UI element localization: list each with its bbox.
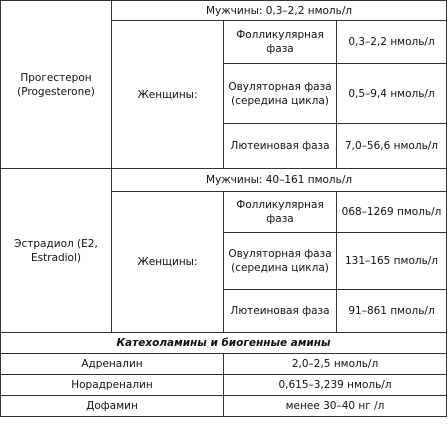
dopamine-name: Дофамин [1, 396, 224, 417]
progesterone-value-luteal: 7,0–56,6 нмоль/л [337, 124, 447, 169]
catecholamines-section-title: Катехоламины и биогенные амины [1, 333, 447, 354]
progesterone-men-row [1, 1, 447, 21]
catecholamines-section-row [1, 333, 447, 354]
progesterone-women-label: Женщины: [112, 21, 224, 169]
progesterone-value-ovulatory: 0,5–9,4 нмоль/л [337, 64, 447, 124]
dopamine-value: менее 30–40 нг /л [224, 396, 447, 417]
estradiol-men-row [1, 169, 447, 192]
estradiol-phase-luteal: Лютеиновая фаза [224, 290, 337, 333]
estradiol-men-value: Мужчины: 40–161 пмоль/л [112, 169, 447, 192]
estradiol-phase-ovulatory: Овуляторная фаза (середина цикла) [224, 233, 337, 290]
progesterone-phase-luteal: Лютеиновая фаза [224, 124, 337, 169]
table-row [1, 375, 447, 396]
progesterone-phase-follicular: Фолликулярная фаза [224, 21, 337, 64]
progesterone-name: Прогестерон (Progesterone) [1, 1, 112, 169]
estradiol-name: Эстрадиол (E2, Estradiol) [1, 169, 112, 333]
noradrenaline-name: Норадреналин [1, 375, 224, 396]
adrenaline-value: 2,0–2,5 нмоль/л [224, 354, 447, 375]
progesterone-value-follicular: 0,3–2,2 нмоль/л [337, 21, 447, 64]
progesterone-men-value: Мужчины: 0,3–2,2 нмоль/л [112, 1, 447, 21]
adrenaline-name: Адреналин [1, 354, 224, 375]
estradiol-value-luteal: 91–861 пмоль/л [337, 290, 447, 333]
table-row [1, 354, 447, 375]
estradiol-value-ovulatory: 131–165 пмоль/л [337, 233, 447, 290]
table-row [1, 396, 447, 417]
estradiol-phase-follicular: Фолликулярная фаза [224, 192, 337, 233]
noradrenaline-value: 0,615–3,239 нмоль/л [224, 375, 447, 396]
progesterone-phase-ovulatory: Овуляторная фаза (середина цикла) [224, 64, 337, 124]
estradiol-women-label: Женщины: [112, 192, 224, 333]
estradiol-value-follicular: 068–1269 пмоль/л [337, 192, 447, 233]
